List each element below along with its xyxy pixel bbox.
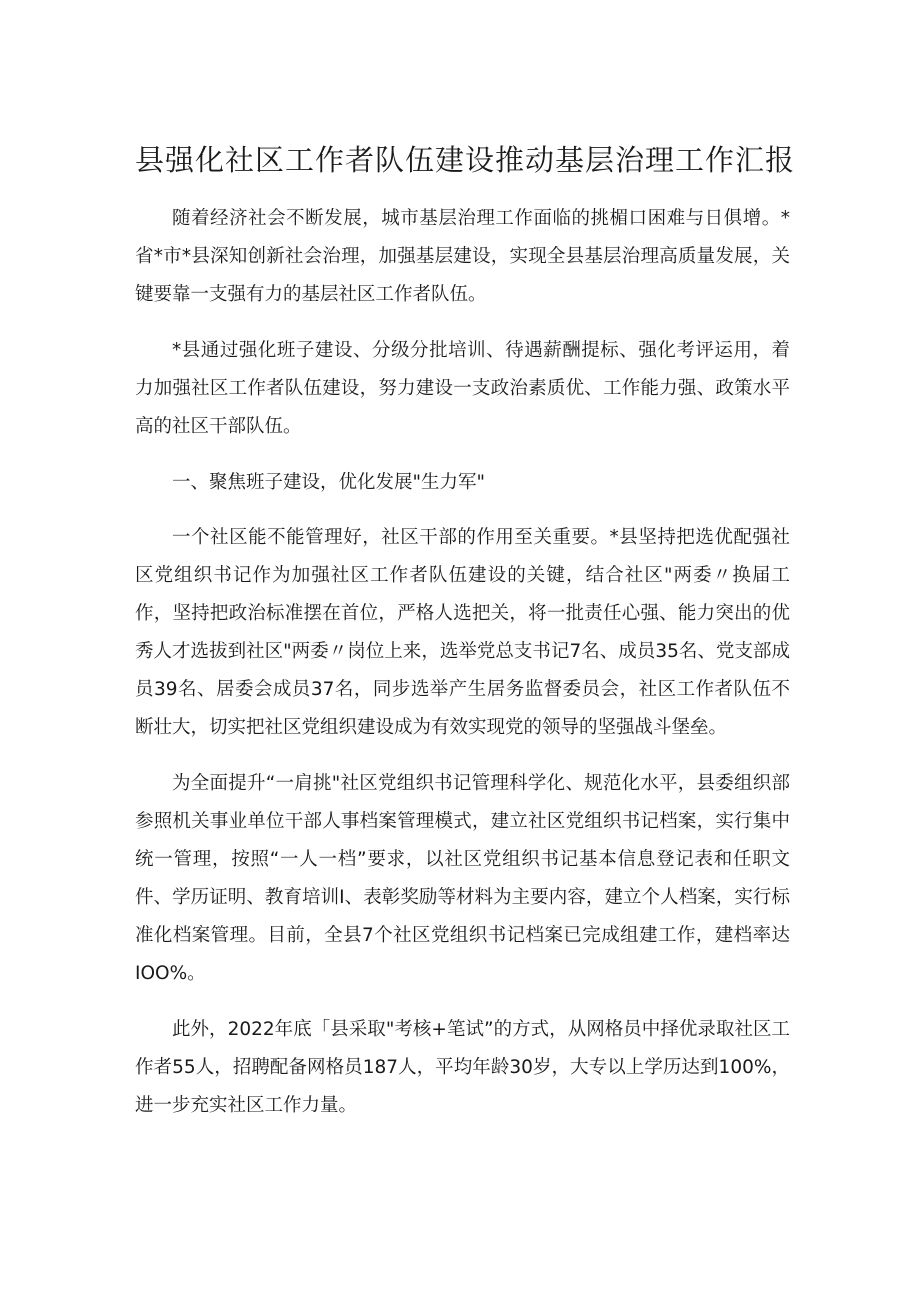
document-title: 县强化社区工作者队伍建设推动基层治理工作汇报: [135, 143, 796, 177]
paragraph-archives: 为全面提升“一肩挑"社区党组织书记管理科学化、规范化水平，县委组织部参照机关事业单位干部人事档案管理模式，建立社区党组织书记档案，实行集中统一管理，按照“一人一档”要求，以社区党组织书记基本信息登记表和任职文件、学历证明、教育培训I、表彰奖励等材料为主要内容，建立个人档案，实行标准化档案管理。目前，全县7个社区党组织书记档案已完成组建工作，建档率达IOO%。: [135, 773, 790, 984]
document-body: [135, 200, 790, 1143]
paragraph-intro: 随着经济社会不断发展，城市基层治理工作面临的挑楣口困难与日俱增。*省*市*县深知创新社会治理，加强基层建设，实现全县基层治理高质量发展，关键要靠一支强有力的基层社区工作者队伍。: [135, 208, 790, 305]
paragraph-recruitment: 此外，2022年底「县采取"考核+笔试”的方式，从网格员中择优录取社区工作者55人，招聘配备网格员187人，平均年龄30岁，大专以上学历达到100%，进一步充实社区工作力量。: [135, 1019, 790, 1116]
paragraph-overview: *县通过强化班子建设、分级分批培训、待遇薪酬提标、强化考评运用，着力加强社区工作者队伍建设，努力建设一支政治素质优、工作能力强、政策水平高的社区干部队伍。: [135, 340, 790, 437]
section-heading: 一、聚焦班子建设，优化发展"生力军": [172, 472, 486, 493]
paragraph-team-building: 一个社区能不能管理好，社区干部的作用至关重要。*县坚持把选优配强社区党组织书记作为加强社区工作者队伍建设的关键，结合社区"两委〃换届工作，坚持把政治标准摆在首位，严格人选把关，将一批责任心强、能力突出的优秀人才选拔到社区"两委〃岗位上来，选举党总支书记7名、成员35名、党支部成员39名、居委会成员37名，同步选举产生居务监督委员会，社区工作者队伍不断壮大，切实把社区党组织建设成为有效实现党的领导的坚强战斗堡垒。: [135, 527, 790, 738]
